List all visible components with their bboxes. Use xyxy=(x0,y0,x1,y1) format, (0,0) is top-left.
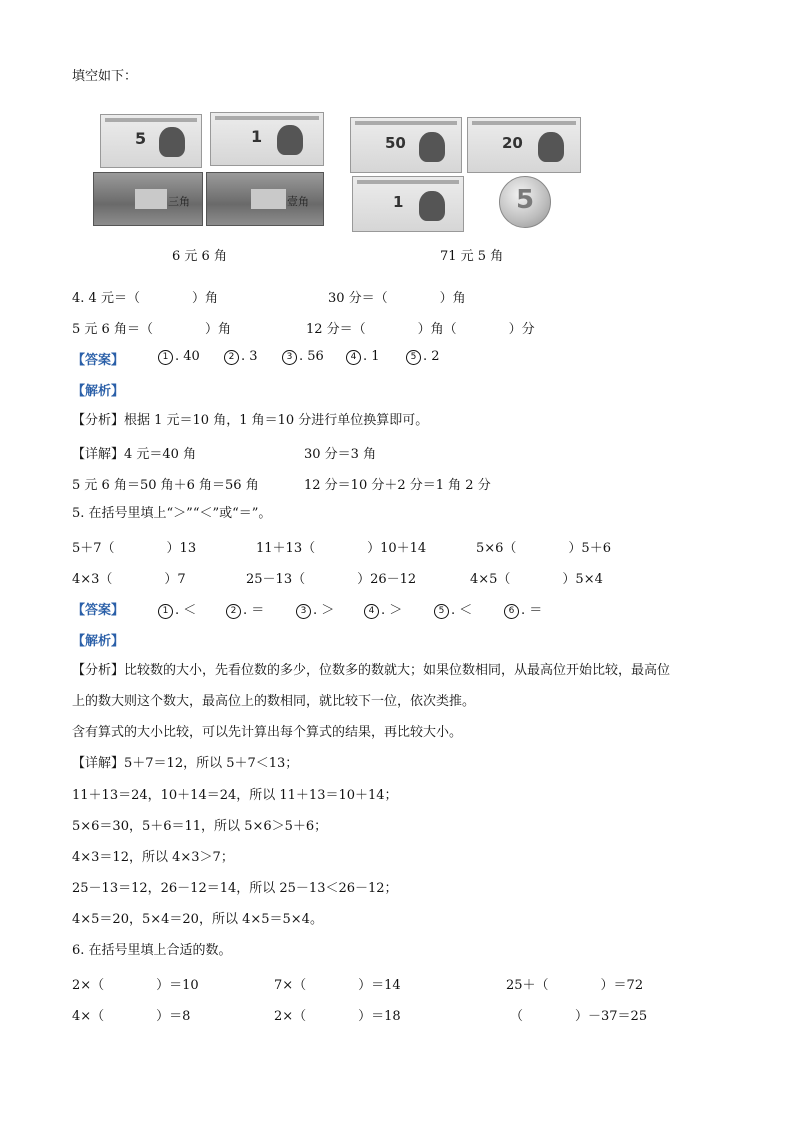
q4-detail-4: 12 分＝10 分＋2 分＝1 角 2 分 xyxy=(304,478,491,493)
circled-number: 1 xyxy=(158,350,173,365)
q4-item-3: 5 元 6 角＝（ ）角 xyxy=(72,322,231,337)
q5-item-1: 5＋7（ ）13 xyxy=(72,541,197,556)
fifty-yuan-note xyxy=(350,117,462,173)
q4-answer-5 xyxy=(406,349,440,365)
q6-item-2: 7×（ ）＝14 xyxy=(274,978,401,993)
circled-number: 5 xyxy=(406,350,421,365)
circled-number: 4 xyxy=(346,350,361,365)
answer-value: . ＞ xyxy=(381,603,403,618)
q6-item-1: 2×（ ）＝10 xyxy=(72,978,199,993)
five-yuan-note xyxy=(100,114,202,168)
answer-value: . 1 xyxy=(363,349,380,364)
q4-item-1: 4. 4 元＝（ ）角 xyxy=(72,291,218,306)
q5-answer-5 xyxy=(434,599,472,619)
q4-item-4: 12 分＝（ ）角（ ）分 xyxy=(306,322,535,337)
answer-value: . 2 xyxy=(423,349,440,364)
q5-item-4: 4×3（ ）7 xyxy=(72,572,186,587)
answer-value: . 3 xyxy=(241,349,258,364)
q5-detail-5: 25－13＝12，26－12＝14，所以 25－13＜26－12； xyxy=(72,881,398,896)
q5-detail-2: 11＋13＝24，10＋14＝24，所以 11＋13＝10＋14； xyxy=(72,788,398,803)
q5-answer-6 xyxy=(504,599,542,619)
q5-item-5: 25－13（ ）26－12 xyxy=(246,572,417,587)
q6-title: 6. 在括号里填上合适的数。 xyxy=(72,943,232,958)
q4-jiexi-tag: 【解析】 xyxy=(72,384,125,399)
answer-value: . ＝ xyxy=(243,603,265,618)
q4-answer-tag: 【答案】 xyxy=(72,353,125,368)
note-value: 1 xyxy=(393,193,404,211)
q5-item-6: 4×5（ ）5×4 xyxy=(470,572,603,587)
q5-answer-tag: 【答案】 xyxy=(72,603,125,618)
twenty-yuan-note xyxy=(467,117,581,173)
q5-answer-1 xyxy=(158,599,196,619)
q4-detail-3: 5 元 6 角＝50 角＋6 角＝56 角 xyxy=(72,478,259,493)
q5-detail-1: 【详解】5＋7＝12，所以 5＋7＜13； xyxy=(72,756,299,771)
q5-detail-4: 4×3＝12，所以 4×3＞7； xyxy=(72,850,234,865)
circled-number: 3 xyxy=(282,350,297,365)
coin-value: 5 xyxy=(515,185,535,215)
right-money-caption: 71 元 5 角 xyxy=(440,249,504,264)
q5-jiexi-tag: 【解析】 xyxy=(72,634,125,649)
q5-detail-3: 5×6＝30，5＋6＝11，所以 5×6＞5＋6； xyxy=(72,819,328,834)
q4-analysis: 【分析】根据 1 元＝10 角，1 角＝10 分进行单位换算即可。 xyxy=(72,413,429,428)
note-value: 5 xyxy=(135,129,147,148)
three-jiao-note xyxy=(93,172,203,226)
q4-item-2: 30 分＝（ ）角 xyxy=(328,291,466,306)
q5-analysis-1: 【分析】比较数的大小，先看位数的多少，位数多的数就大；如果位数相同，从最高位开始比较，最高位 xyxy=(72,663,671,678)
q6-item-4: 4×（ ）＝8 xyxy=(72,1009,191,1024)
circled-number: 2 xyxy=(224,350,239,365)
q5-analysis-3: 含有算式的大小比较，可以先计算出每个算式的结果，再比较大小。 xyxy=(72,725,463,740)
q5-answer-2 xyxy=(226,599,264,619)
q5-answer-4 xyxy=(364,599,402,619)
q4-answer-3 xyxy=(282,349,324,365)
circled-number: 3 xyxy=(296,604,311,619)
q4-detail-2: 30 分＝3 角 xyxy=(304,447,377,462)
note-value: 壹角 xyxy=(287,195,309,208)
answer-value: . ＜ xyxy=(175,603,197,618)
q5-title: 5. 在括号里填上“＞”“＜”或“＝”。 xyxy=(72,506,272,521)
answer-value: . 40 xyxy=(175,349,200,364)
q4-answer-1 xyxy=(158,349,200,365)
q4-answer-2 xyxy=(224,349,258,365)
intro-text: 填空如下： xyxy=(72,69,138,84)
answer-value: . ＞ xyxy=(313,603,335,618)
q5-analysis-2: 上的数大则这个数大，最高位上的数相同，就比较下一位，依次类推。 xyxy=(72,694,476,709)
circled-number: 2 xyxy=(226,604,241,619)
note-value: 1 xyxy=(251,127,263,146)
q5-detail-6: 4×5＝20，5×4＝20，所以 4×5＝5×4。 xyxy=(72,912,323,927)
q6-item-6: （ ）－37＝25 xyxy=(510,1009,648,1024)
circled-number: 5 xyxy=(434,604,449,619)
one-yuan-note xyxy=(210,112,324,166)
circled-number: 4 xyxy=(364,604,379,619)
circled-number: 6 xyxy=(504,604,519,619)
answer-value: . ＝ xyxy=(521,603,543,618)
q5-item-3: 5×6（ ）5＋6 xyxy=(476,541,611,556)
q4-answer-4 xyxy=(346,349,380,365)
q4-detail-1: 【详解】4 元＝40 角 xyxy=(72,447,197,462)
q6-item-5: 2×（ ）＝18 xyxy=(274,1009,401,1024)
note-value: 50 xyxy=(385,134,406,152)
five-jiao-coin xyxy=(499,176,551,228)
answer-value: . ＜ xyxy=(451,603,473,618)
left-money-caption: 6 元 6 角 xyxy=(172,249,227,264)
note-value: 20 xyxy=(502,134,523,152)
q5-item-2: 11＋13（ ）10＋14 xyxy=(256,541,427,556)
q5-answer-3 xyxy=(296,599,334,619)
answer-value: . 56 xyxy=(299,349,324,364)
circled-number: 1 xyxy=(158,604,173,619)
one-yuan-note-2 xyxy=(352,176,464,232)
note-value: 三角 xyxy=(168,195,190,208)
one-jiao-note xyxy=(206,172,324,226)
q6-item-3: 25＋（ ）＝72 xyxy=(506,978,644,993)
